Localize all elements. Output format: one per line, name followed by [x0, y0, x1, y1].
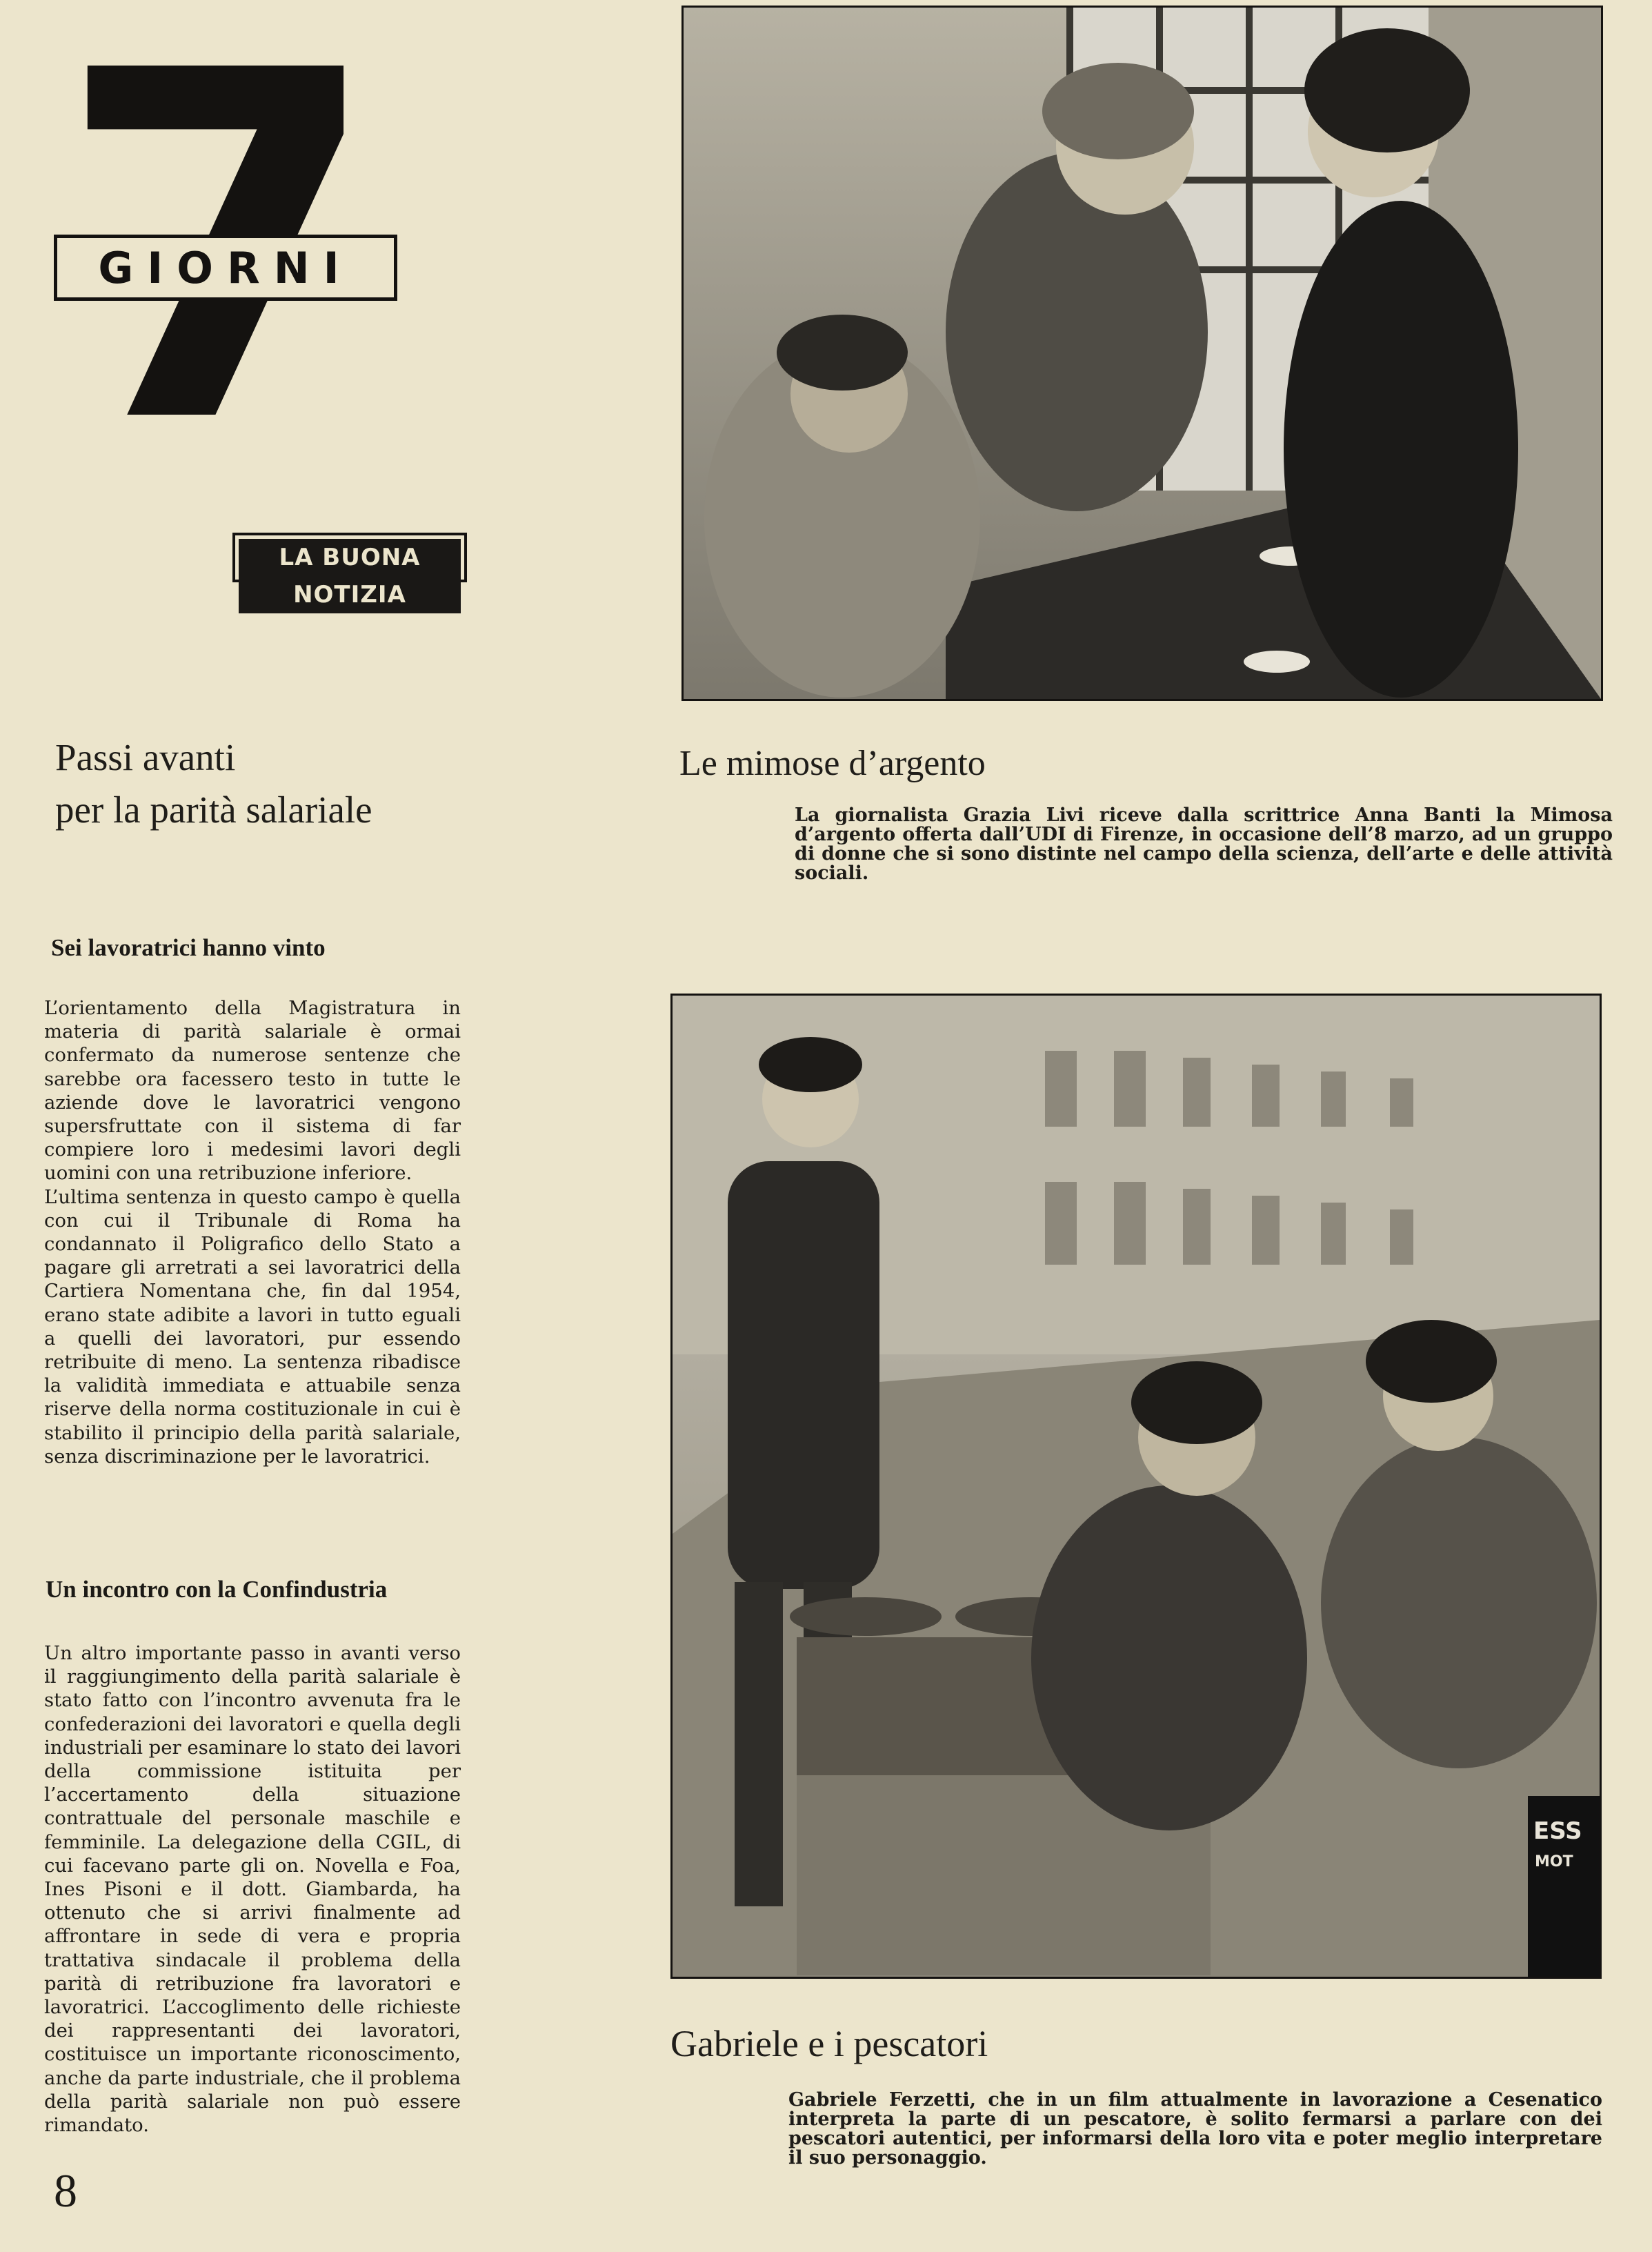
- article-body-2: Un altro importante passo in avanti verso il raggiungimento della parità salariale è stato fatto con l’incontro avvenuta fra le confederazioni dei lavoratori e quella degli industriali per esaminare lo stato dei lavori della commissione istituita per l’accertamento della situazione contrattuale del personale maschile e femminile. La delegazione della CGIL, di cui facevano parte gli on. Novella e Foa, Ines Pisoni e il dott. Giambarda, ha ottenuto che si arrivi finalmente ad affrontare in sede di vera e propria trattativa sindacale il problema della parità di retribuzione fra lavoratori e lavoratrici. L’accoglimento delle richieste dei rappresentanti dei lavoratori, costituisce un importante riconoscimento, anche da parte industriale, che il problema della parità salariale non può essere rimandato.: [44, 1642, 461, 2137]
- photo-mimose-headline: Le mimose d’argento: [679, 744, 986, 783]
- masthead-label-box: [54, 235, 397, 301]
- photo-pescatori-headline: Gabriele e i pescatori: [670, 2023, 988, 2064]
- photo-pescatori: [670, 994, 1602, 1979]
- masthead-label: GIORNI: [98, 242, 353, 293]
- article-body-1: L’orientamento della Magistratura in materia di parità salariale è ormai confermato da numerose sentenze che sarebbe ora facessero testo in tutte le aziende dove le lavoratrici vengono supersfruttate con il sistema di far compiere loro i medesimi lavori degli uomini con una retribuzione inferiore. L’ultima sentenza in questo campo è quella con cui il Tribunale di Roma ha condannato il Poligrafico dello Stato a pagare gli arretrati a sei lavoratrici della Cartiera Nomentana che, fin dal 1954, erano state adibite a lavori in tutto eguali a quelli dei lavoratori, pur essendo retribuite di meno. La sentenza ribadisce la validità immediata e attuabile senza riserve della norma costituzionale in cui è stabilito il principio della parità salariale, senza discriminazione per le lavoratrici.: [44, 997, 461, 1468]
- section-tag-label: LA BUONA NOTIZIA: [239, 539, 461, 613]
- photo-mimose-caption: La giornalista Grazia Livi riceve dalla scrittrice Anna Banti la Mimosa d’argento offerta dall’UDI di Firenze, in occasione dell’8 marzo, ad un gruppo di donne che si sono distinte nel campo della scienza, dell’arte e delle attività sociali.: [795, 804, 1613, 884]
- article-subhead-1: Sei lavoratrici hanno vinto: [51, 934, 326, 961]
- photo-sign-text-1: ESS: [1533, 1817, 1582, 1845]
- photo-pescatori-caption: Gabriele Ferzetti, che in un film attualmente in lavorazione a Cesenatico interpreta la parte di un pescatore, è solito fermarsi a parlare con dei pescatori autentici, per informarsi della loro vita e poter meglio interpretare il suo personaggio.: [788, 2089, 1602, 2169]
- article-subhead-2: Un incontro con la Confindustria: [46, 1576, 388, 1603]
- photo-sign-text-2: MOT: [1535, 1853, 1573, 1870]
- photo-mimose: [681, 6, 1603, 701]
- page-number: 8: [54, 2164, 77, 2217]
- section-tag: [232, 533, 467, 609]
- article-headline-text: Passi avanti per la parità salariale: [55, 736, 372, 831]
- article-headline: [55, 731, 441, 836]
